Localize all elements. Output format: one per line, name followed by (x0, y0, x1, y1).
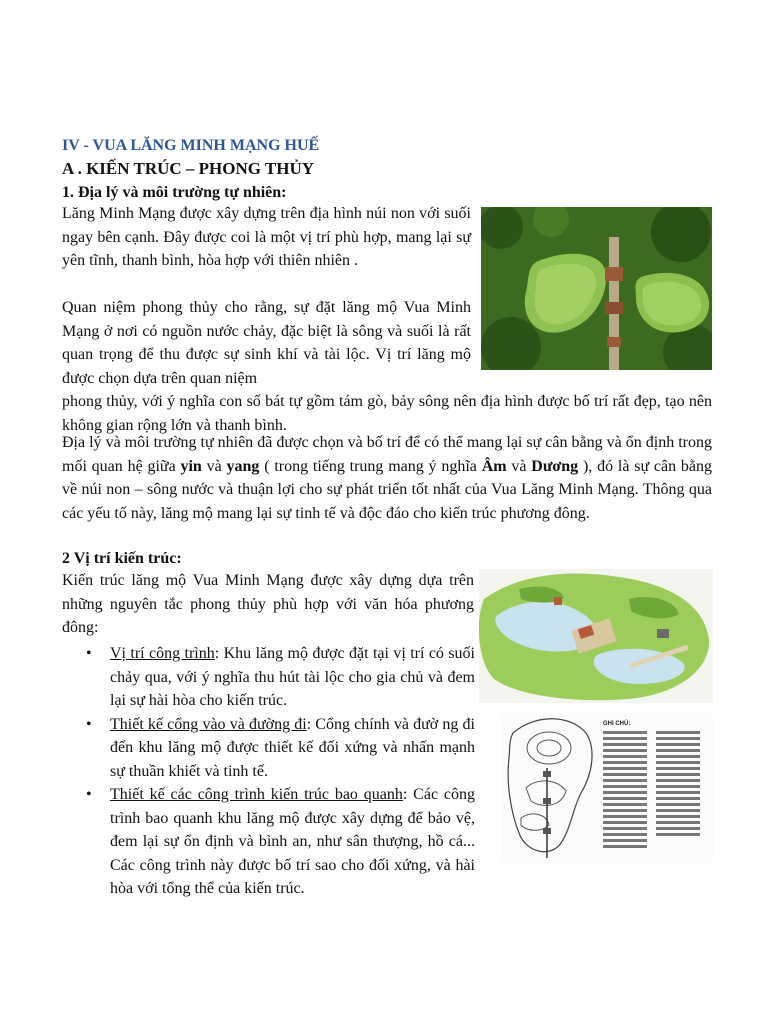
list-item-text: : Khu lăng mộ được đặt tại vị trí có suối chảy qua, với ý nghĩa thu hút tài lộc cho gia chủ và đem lại sự hài hòa cho kiến trúc. (110, 645, 476, 709)
bullet-icon: • (86, 786, 92, 803)
list-item-text: : Cổng chính và đườ ng đi đến khu lăng mộ được thiết kế đối xứng và nhấn mạnh sự thuần khiết và tinh tế. (110, 715, 476, 780)
plan-legend-drawing (501, 713, 713, 863)
list-item-term: Vị trí công trình (110, 645, 215, 662)
aerial-photo-image (481, 207, 712, 370)
list-item-term: Thiết kế các công trình kiến trúc bao quanh (110, 786, 403, 803)
site-plan-drawing (479, 569, 713, 703)
heading-1: 1. Địa lý và môi trường tự nhiên: (62, 184, 287, 201)
paragraph-1: Lăng Minh Mạng được xây dựng trên địa hình núi non với suối ngay bên cạnh. Đây được coi là một vị trí phù hợp, mang lại sự yên tĩnh, thanh bình, hòa hợp với thiên nhiên . (62, 205, 471, 269)
list-item (86, 713, 475, 784)
paragraph-3-text: và (506, 457, 532, 475)
paragraph-3-text: ( trong tiếng trung mang ý nghĩa (259, 457, 482, 475)
list-item-term: Thiết kế cổng vào và đường đi (110, 715, 307, 733)
paragraph-3-text: và (201, 457, 227, 475)
subsection-a-title: A . KIẾN TRÚC – PHONG THỦY (62, 159, 315, 178)
yang-term: yang (226, 457, 260, 475)
aerial-photo-drawing (481, 207, 712, 370)
heading-2: 2 Vị trí kiến trúc: (62, 550, 182, 567)
bullet-list (86, 642, 475, 901)
yin-term: yin (180, 457, 202, 475)
paragraph-2-continued: phong thủy, với ý nghĩa con số bát tự gồm tám gò, bảy sông nên địa hình được bố trí rất đẹp, tạo nên không gian rộng lớn và thanh bình. (62, 393, 712, 434)
list-item-text: : Các công trình bao quanh khu lăng mộ được xây dựng để bảo vệ, đem lại sự ổn định và bình an, như sân thượng, hồ cá... Các công trình này được bố trí sao cho đối xứng, và hài hòa với tổng thể của kiến trúc. (110, 786, 476, 897)
paragraph-3-text: Địa lý và môi trường tự nhiên đã được chọn và bố trí để có thể mang lại sự cân bằng và ổn định trong mối quan hệ giữa (62, 434, 712, 475)
paragraph-3 (62, 431, 712, 525)
paragraph-2-wrapped: Quan niệm phong thủy cho rằng, sự đặt lăng mộ Vua Minh Mạng ở nơi có nguồn nước chảy, đặc biệt là sông và suối là rất quan trọng để thu được sự sinh khí và tài lộc. Vị trí lăng mộ được chọn dựa trên quan niệm (62, 299, 471, 387)
bullet-icon: • (86, 645, 92, 662)
legend-title: GHI CHÚ: (603, 721, 631, 727)
paragraph-4: Kiến trúc lăng mộ Vua Minh Mạng được xây dựng dựa trên những nguyên tắc phong thủy phù hợp với văn hóa phương đông: (62, 572, 474, 636)
list-item (86, 783, 475, 901)
am-term: Âm (481, 457, 507, 475)
duong-term: Dương (531, 457, 579, 475)
bullet-icon: • (86, 715, 92, 733)
paragraph-3-text: ), đó là sự cân bằng về núi non – sông nước và thuận lợi cho sự phát triển tốt nhất của Vua Lăng Minh Mạng. Thông qua các yếu tố này, lăng mộ mang lại sự tinh tế và độc đáo cho kiến trúc phương đông. (62, 457, 712, 522)
list-item (86, 642, 475, 713)
plan-legend-image (501, 713, 713, 863)
site-plan-image (479, 569, 713, 703)
section-title: IV - VUA LĂNG MINH MẠNG HUẾ (62, 137, 320, 154)
